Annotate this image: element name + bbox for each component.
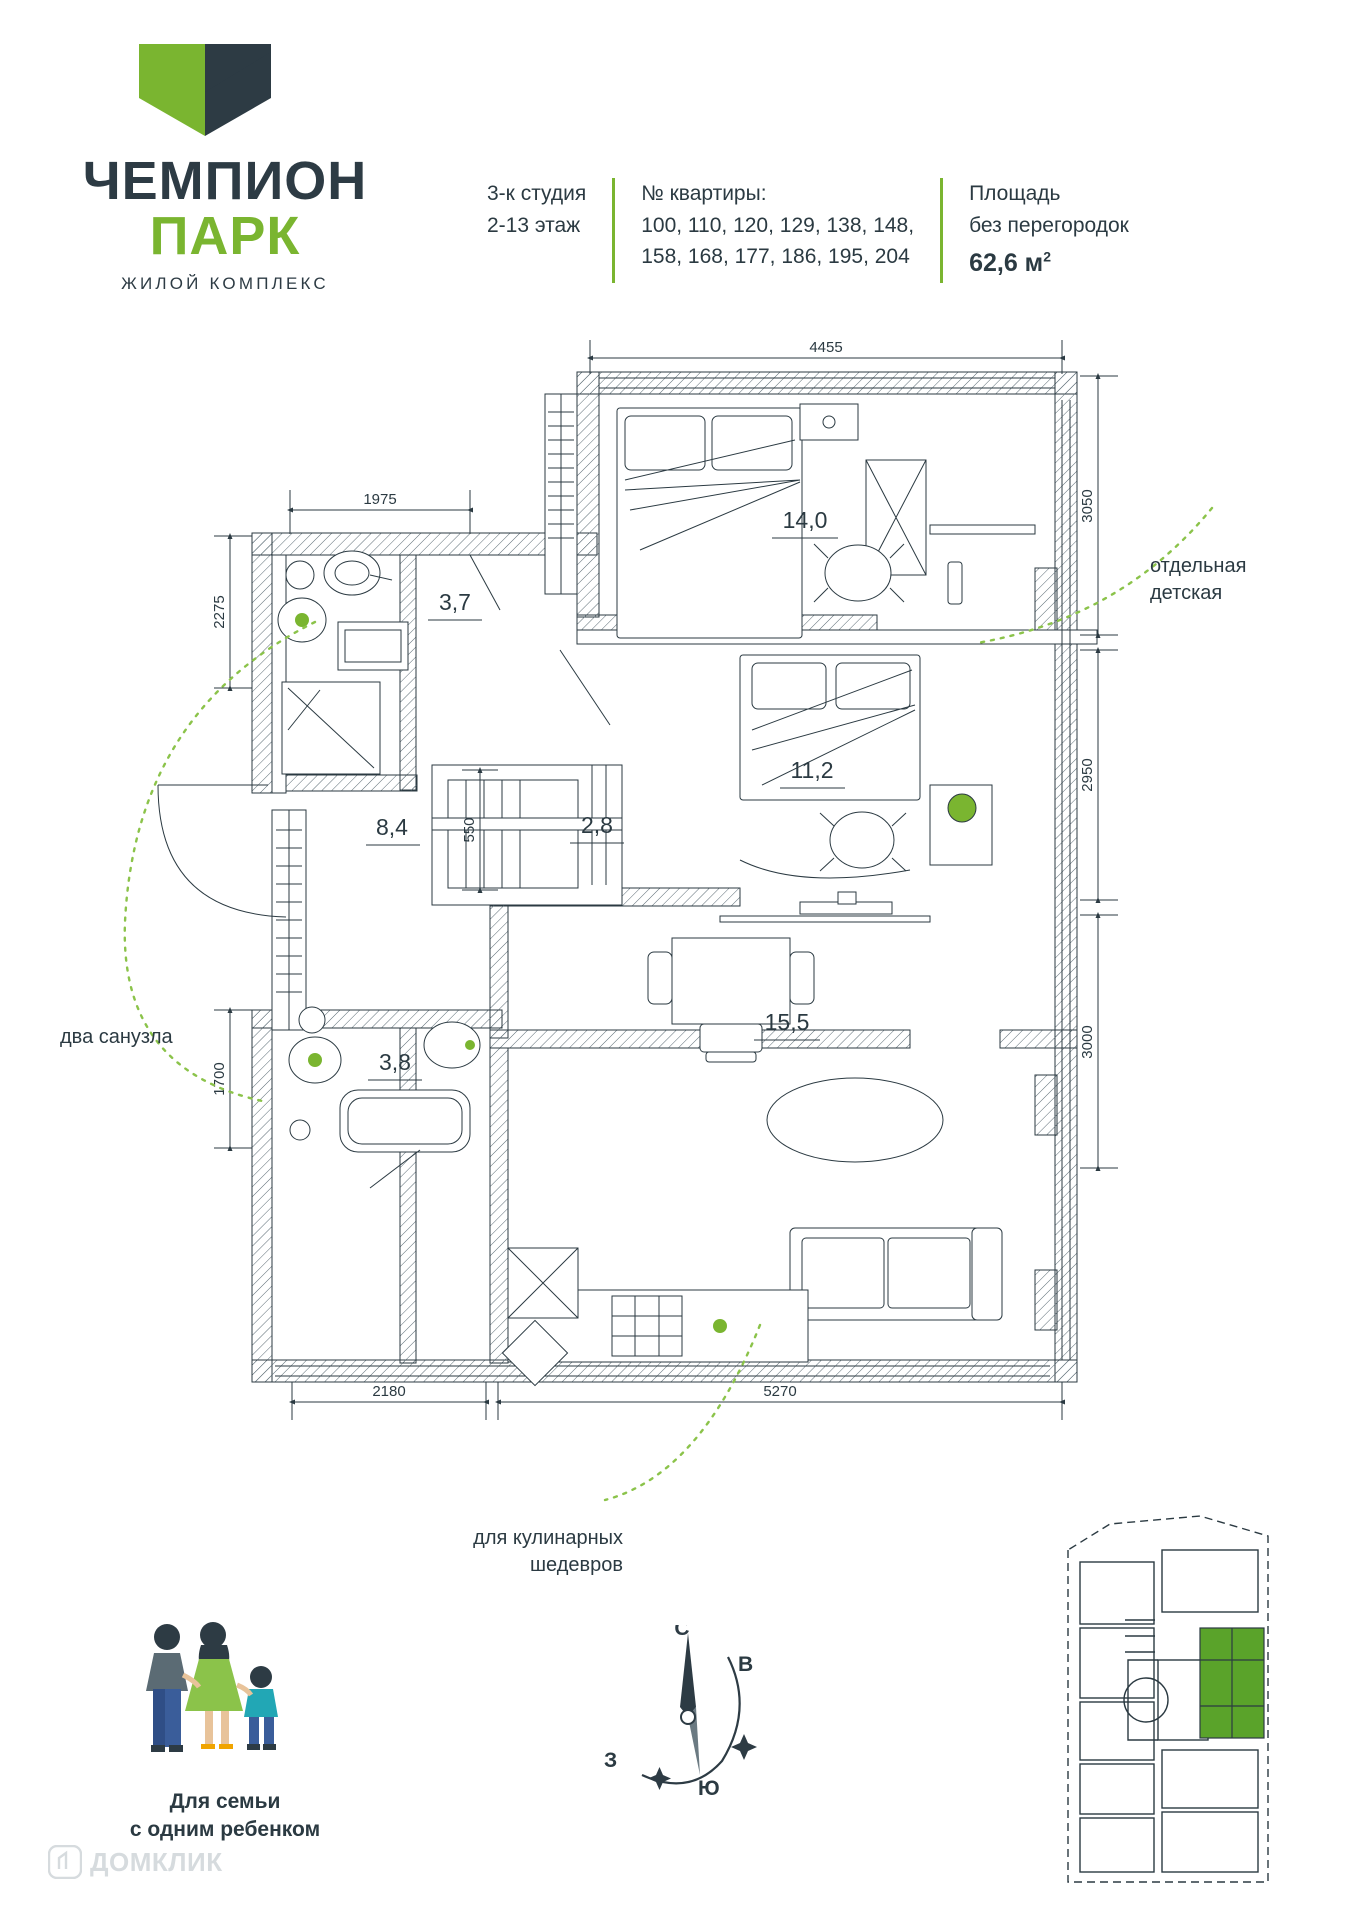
room-area-hallway: 8,4 (376, 814, 408, 840)
dim-bottom-right: 5270 (763, 1383, 797, 1400)
dim-right-upper: 3050 (1079, 489, 1096, 523)
room-area-wardrobe: 2,8 (581, 812, 613, 838)
family-caption-line1: Для семьи (169, 1790, 281, 1813)
brand-subtitle: ЖИЛОЙ КОМПЛЕКС (121, 274, 329, 294)
family-caption (90, 1788, 360, 1845)
brand-title (60, 151, 390, 267)
family-caption-line2: с одним ребенком (129, 1818, 321, 1842)
callout-right-line2: детская (1150, 582, 1223, 604)
callout-separate-nursery (1150, 553, 1246, 607)
compass-label-east: В (738, 1653, 754, 1676)
area-block (943, 178, 1155, 283)
room-area-bedroom-main: 14,0 (782, 507, 828, 533)
floor-key-plan (1050, 1510, 1285, 1900)
area-value: 62,6 $м^2$ (969, 248, 1051, 277)
domclick-logo-icon (48, 1845, 82, 1879)
watermark-text: ДОМКЛИК (90, 1846, 223, 1877)
apartment-floorplan (0, 330, 1357, 1510)
watermark (48, 1845, 223, 1879)
shield-logo-icon (135, 40, 275, 140)
dim-right-mid: 2950 (1079, 758, 1096, 792)
dim-left-bath: 2275 (211, 595, 228, 629)
dim-bottom-left: 2180 (372, 1383, 406, 1400)
compass-label-south: Ю (698, 1777, 720, 1800)
apartment-numbers (615, 178, 940, 273)
area-label-line2: без перегородок (969, 213, 1129, 237)
apartment-numbers-line2: 158, 168, 177, 186, 195, 204 (641, 245, 910, 268)
brand-logo (60, 40, 390, 294)
room-area-bedroom-child: 11,2 (790, 757, 834, 783)
dim-wardrobe: 550 (461, 817, 478, 843)
callout-bottom-line1: для кулинарных (473, 1527, 623, 1549)
callout-bottom-line2: шедевров (529, 1554, 623, 1576)
compass-needle-icon (600, 1625, 780, 1805)
brand-title-line2: ПАРК (149, 206, 301, 267)
apartment-numbers-line1: 100, 110, 120, 129, 138, 148, (641, 213, 915, 237)
callout-kitchen (408, 1525, 623, 1579)
area-label-line1: Площадь (969, 182, 1061, 205)
apartment-numbers-label: № квартиры: (641, 182, 767, 205)
room-area-bathroom-large: 3,8 (379, 1049, 411, 1075)
apartment-type (487, 178, 612, 241)
dim-left-bath2: 1700 (211, 1062, 228, 1096)
compass (600, 1625, 780, 1805)
svg-text:С: С (674, 1625, 690, 1640)
family-block (90, 1615, 360, 1845)
compass-label-west: З (604, 1749, 618, 1772)
room-area-bathroom-small: 3,7 (439, 589, 471, 615)
room-area-living-kitchen: 15,5 (764, 1009, 810, 1035)
header (0, 0, 1357, 330)
header-info (487, 178, 1155, 283)
callout-two-bathrooms: два санузла (60, 1026, 173, 1048)
callout-right-line1: отдельная (1150, 555, 1247, 577)
family-icon (125, 1615, 325, 1775)
apartment-type-line1: 3-к студия (487, 182, 587, 205)
dim-right-lower: 3000 (1079, 1025, 1096, 1059)
brand-title-line1: ЧЕМПИОН (82, 151, 368, 211)
dim-left-upper: 1975 (363, 491, 397, 508)
apartment-type-line2: 2-13 этаж (487, 213, 581, 237)
dim-top: 4455 (809, 339, 843, 356)
